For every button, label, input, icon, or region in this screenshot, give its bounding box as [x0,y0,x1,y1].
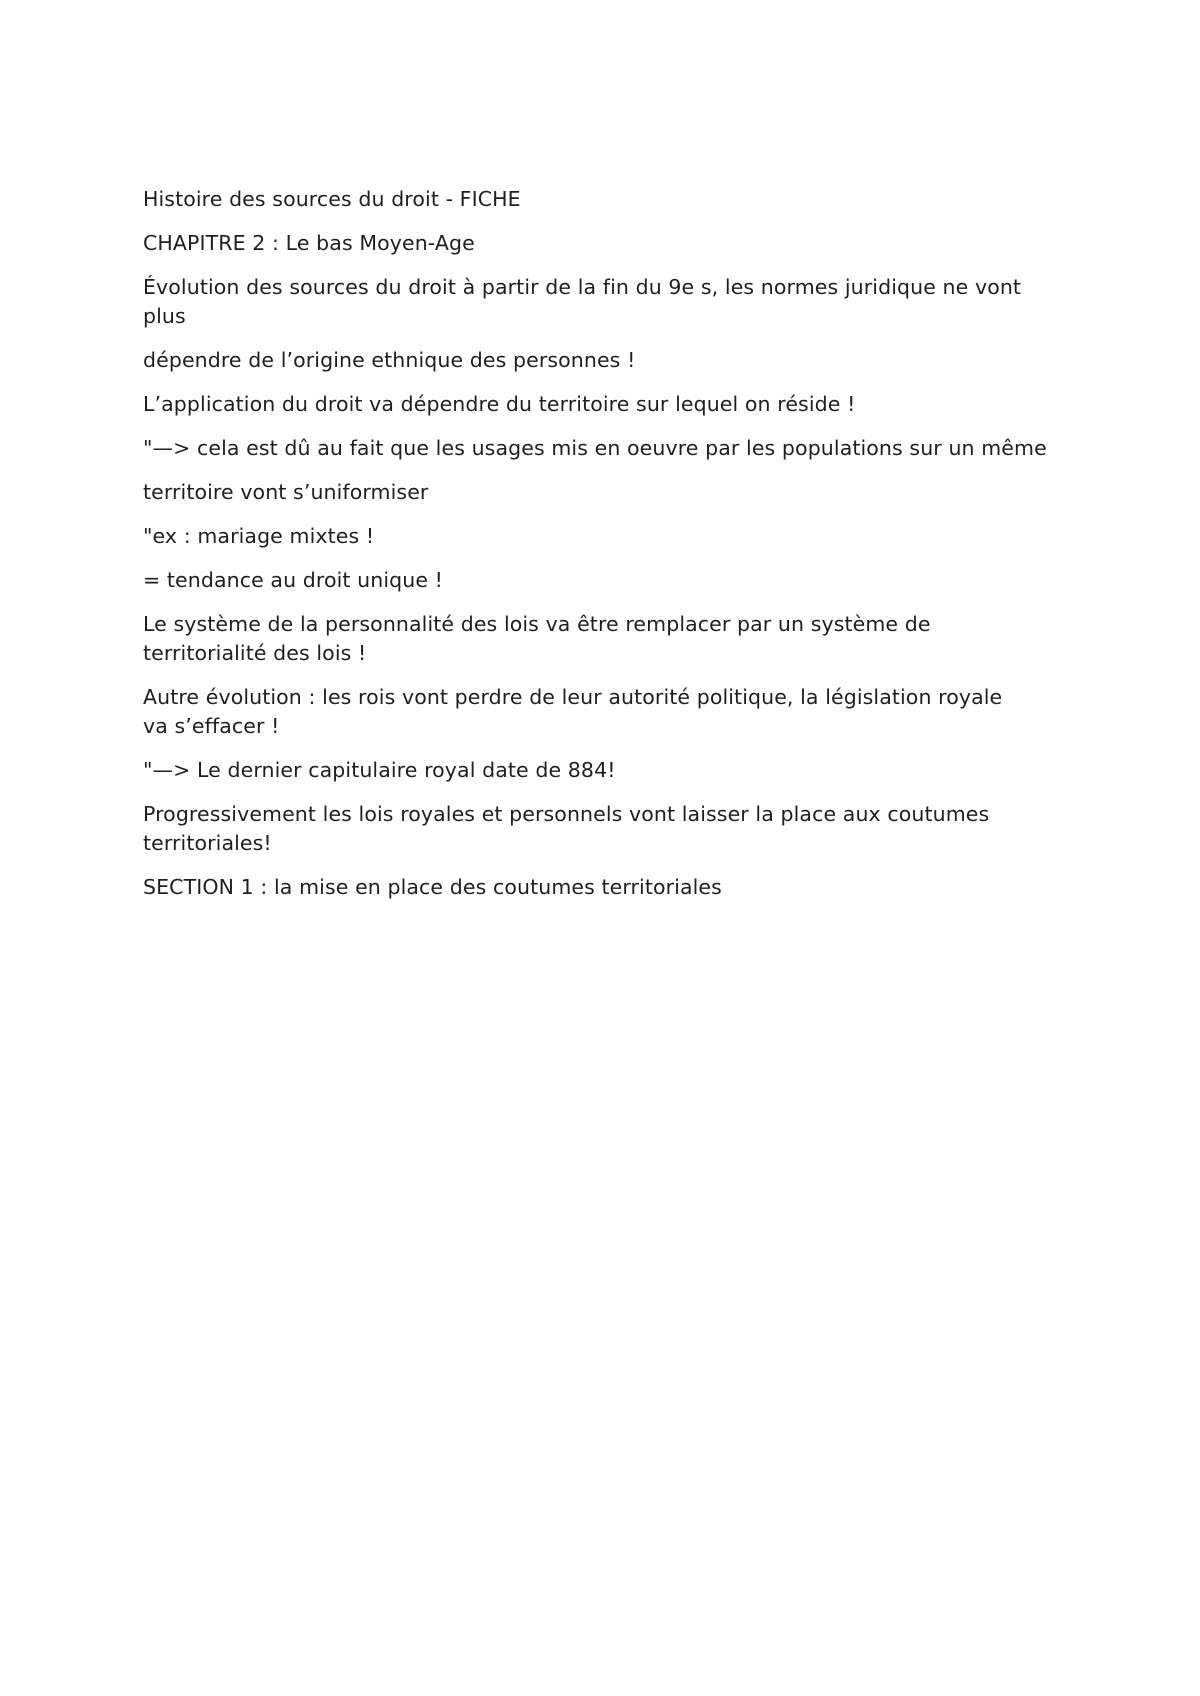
document-title: Histoire des sources du droit - FICHE [143,187,521,211]
chapter-heading: CHAPITRE 2 : Le bas Moyen-Age [143,231,475,255]
paragraph: territoire vont s’uniformiser [143,480,429,504]
document-body [143,185,1063,917]
paragraph: Le système de la personnalité des lois va être remplacer par un système de territorialité des lois ! [143,612,931,665]
paragraph: "—> Le dernier capitulaire royal date de 884! [143,758,616,782]
paragraph: dépendre de l’origine ethnique des personnes ! [143,348,636,372]
paragraph: Autre évolution : les rois vont perdre de leur autorité politique, la législation royale va s’effacer ! [143,685,1003,738]
paragraph: "ex : mariage mixtes ! [143,524,375,548]
paragraph: Évolution des sources du droit à partir de la fin du 9e s, les normes juridique ne vont plus [143,275,1022,328]
paragraph: Progressivement les lois royales et personnels vont laisser la place aux coutumes territoriales! [143,802,990,855]
section-heading: SECTION 1 : la mise en place des coutumes territoriales [143,875,722,899]
paragraph: = tendance au droit unique ! [143,568,443,592]
paragraph: "—> cela est dû au fait que les usages mis en oeuvre par les populations sur un même [143,436,1047,460]
paragraph: L’application du droit va dépendre du territoire sur lequel on réside ! [143,392,856,416]
